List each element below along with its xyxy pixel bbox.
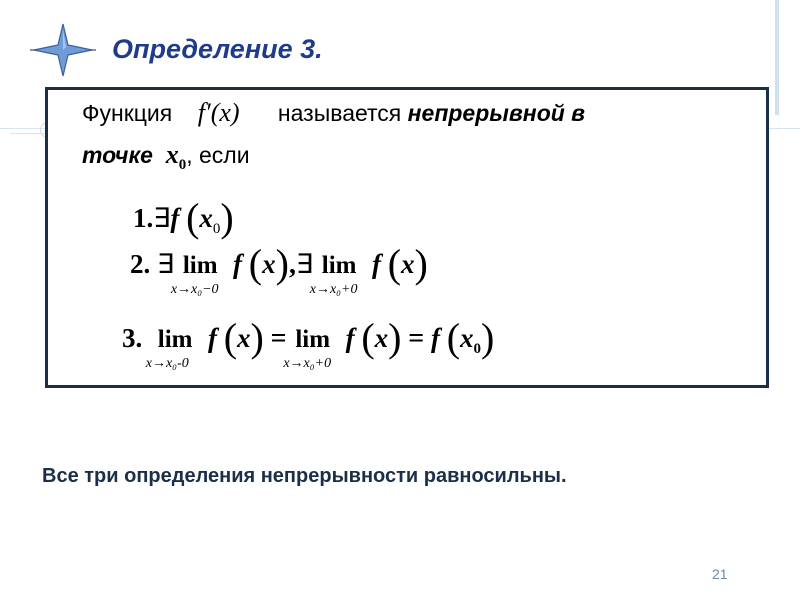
if-word: , если — [186, 142, 250, 168]
left-limit-equal: lim x→x₀-0 — [145, 326, 193, 371]
right-limit-equal: lim x→x₀+0 — [283, 326, 332, 371]
page-number: 21 — [712, 566, 728, 582]
function-word: Функция — [82, 100, 173, 126]
point-word: точке — [82, 142, 153, 168]
condition-1: 1.∃f $(x_0)$ — [133, 195, 234, 240]
slide-title: Определение 3. — [112, 34, 323, 64]
called-word: называется — [277, 100, 408, 126]
continuous-emphasis: непрерывной в — [407, 100, 586, 126]
function-symbol: f′(x) — [197, 98, 240, 127]
definition-line-2 — [82, 140, 250, 173]
four-point-star-icon — [30, 22, 96, 78]
decorative-vertical-line — [775, 0, 779, 115]
point-variable: $x_0$ — [165, 140, 187, 173]
condition-3: 3. lim x→x₀-0 f (x) = lim x→x₀+0 f (x) = f $(x_0)$ — [122, 315, 495, 371]
condition-2: 2. ∃ lim x→x₀−0 f (x),∃ lim x→x₀+0 f (x) — [130, 241, 428, 297]
right-limit: lim x→x₀+0 — [309, 252, 358, 297]
definition-line-1 — [82, 98, 585, 128]
conclusion-text: Все три определения непрерывности равносильны. — [42, 465, 567, 487]
left-limit: lim x→x₀−0 — [170, 252, 219, 297]
